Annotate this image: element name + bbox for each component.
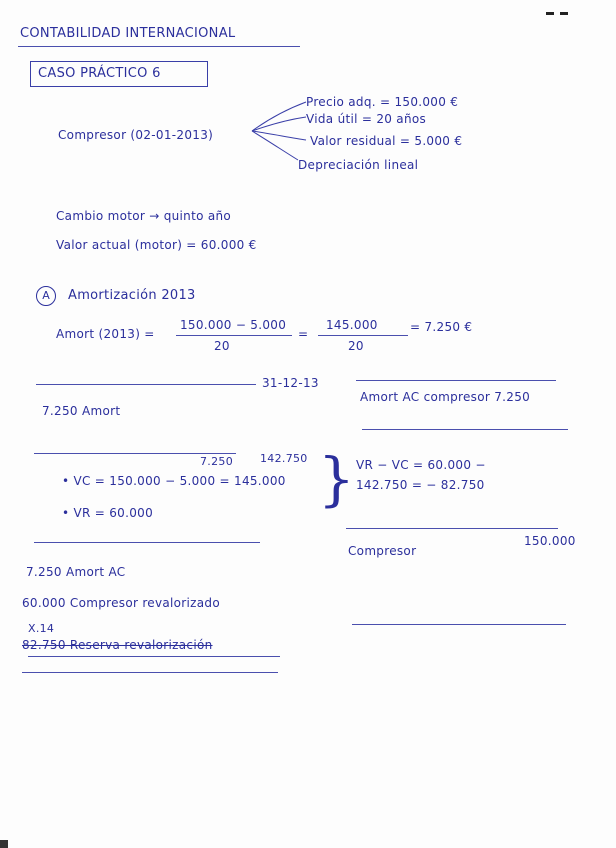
calc-right-line1: VR − VC = 60.000 − [356, 458, 486, 472]
journal2-credit-amount: 150.000 [524, 534, 576, 548]
formula-prefix: Amort (2013) = [56, 327, 155, 341]
section-a-title: Amortización 2013 [68, 288, 196, 303]
amortization-result: = 7.250 € [410, 320, 473, 334]
journal2-left-line [34, 542, 260, 543]
fraction2-numerator: 145.000 [326, 318, 378, 332]
journal1-right-line [356, 380, 556, 381]
calc-vr-line: • VR = 60.000 [62, 506, 154, 520]
journal2-left-close-1 [28, 656, 280, 657]
branch-useful-life: Vida útil = 20 años [306, 112, 427, 126]
branch-depreciation: Depreciación lineal [298, 158, 419, 172]
section-a-marker: A [36, 286, 56, 306]
fraction1-denominator: 20 [214, 339, 230, 353]
calc-vc-line: • VC = 150.000 − 5.000 = 145.000 [62, 474, 286, 488]
journal2-credit: Compresor [348, 544, 417, 558]
note-engine-change: Cambio motor → quinto año [56, 209, 232, 223]
journal1-date: 31-12-13 [262, 376, 319, 390]
branch-price: Precio adq. = 150.000 € [306, 95, 459, 109]
journal2-struck-line: 82.750 Reserva revalorización [22, 638, 213, 652]
calc-over-big: 142.750 [260, 452, 308, 465]
journal2-debit-3: X.14 [28, 622, 55, 635]
page-title: CONTABILIDAD INTERNACIONAL [20, 26, 236, 41]
calc-brace: } [318, 445, 355, 513]
fraction2-denominator: 20 [348, 339, 364, 353]
journal1-debit: 7.250 Amort [42, 404, 121, 418]
journal2-debit-1: 7.250 Amort AC [26, 565, 126, 579]
journal2-debit-2: 60.000 Compresor revalorizado [22, 596, 220, 610]
branch-residual-value: Valor residual = 5.000 € [310, 134, 463, 148]
journal1-left-line [36, 384, 256, 385]
fraction1-numerator: 150.000 − 5.000 [180, 318, 287, 332]
journal2-right-close [352, 624, 566, 625]
case-label: CASO PRÁCTICO 6 [38, 66, 161, 81]
journal1-left-close [34, 453, 236, 454]
asset-label: Compresor (02-01-2013) [58, 128, 214, 142]
journal1-credit: Amort AC compresor 7.250 [360, 390, 531, 404]
journal2-left-close-2 [22, 672, 278, 673]
calc-over-small: 7.250 [200, 455, 233, 468]
journal1-right-close [362, 429, 568, 430]
fraction2-bar [318, 335, 408, 336]
journal2-right-line [346, 528, 558, 529]
fraction1-bar [176, 335, 292, 336]
note-current-value: Valor actual (motor) = 60.000 € [56, 238, 257, 252]
calc-right-line2: 142.750 = − 82.750 [356, 478, 485, 492]
equals-sign: = [298, 327, 309, 341]
